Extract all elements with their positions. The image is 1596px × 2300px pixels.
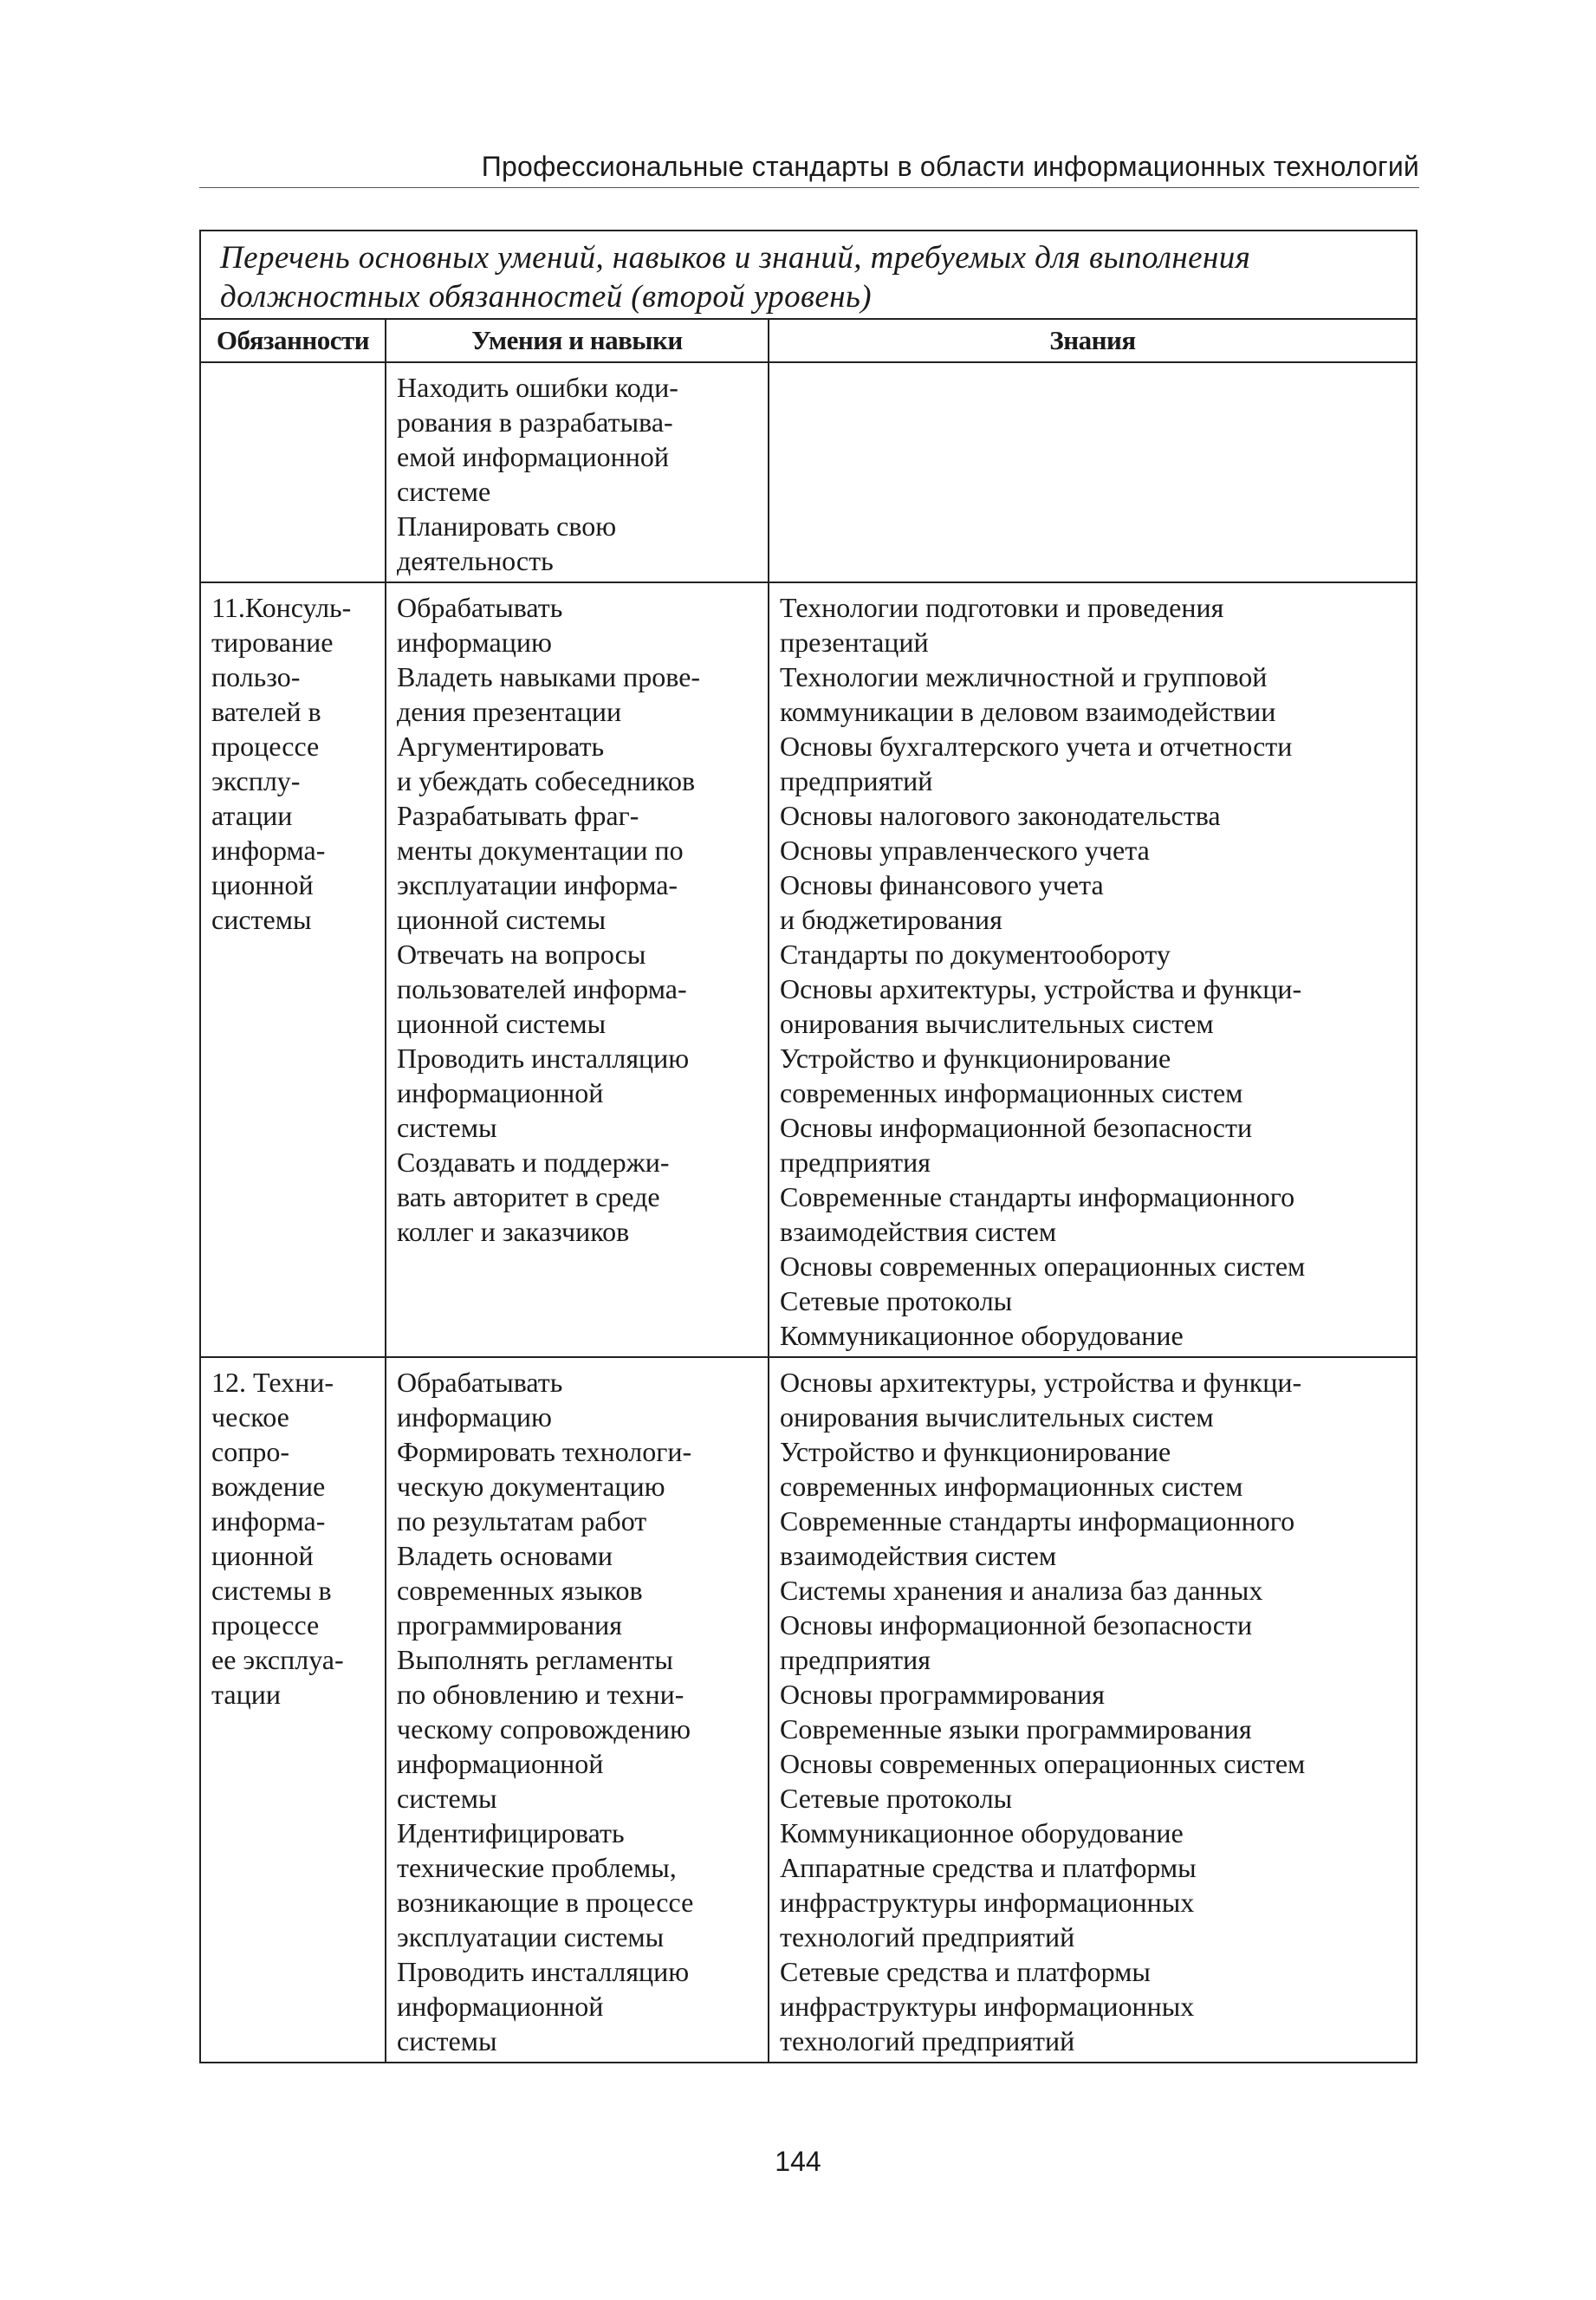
skills-line: рования в разрабатыва-	[397, 406, 673, 438]
skills-line: информационной	[397, 1991, 604, 2022]
skills-line: Владеть основами	[397, 1540, 613, 1571]
knowledge-line: Современные языки программирования	[780, 1713, 1252, 1744]
running-header: Профессиональные стандарты в области информационных технологий	[481, 151, 1419, 182]
duty-line: вождение	[211, 1471, 326, 1502]
caption-line: Перечень основных умений, навыков и знаний, требуемых для выполнения	[220, 240, 1251, 276]
knowledge-cell	[769, 362, 1417, 582]
knowledge-line: взаимодействия систем	[780, 1216, 1057, 1247]
knowledge-line: Сетевые средства и платформы	[780, 1956, 1151, 1987]
table-row	[200, 582, 1417, 1357]
knowledge-line: Основы налогового законодательства	[780, 800, 1221, 831]
skills-line: эксплуатации информа-	[397, 869, 678, 900]
knowledge-line: Современные стандарты информационного	[780, 1181, 1295, 1212]
skills-line: емой информационной	[397, 441, 669, 472]
knowledge-line: Коммуникационное оборудование	[780, 1320, 1184, 1351]
knowledge-line: Основы современных операционных систем	[780, 1251, 1306, 1282]
knowledge-line: Основы финансового учета	[780, 869, 1104, 900]
skills-line: по результатам работ	[397, 1505, 647, 1537]
skills-cell	[386, 1357, 769, 2063]
duty-line: вателей в	[211, 696, 321, 727]
column-header-skills: Умения и навыки	[386, 319, 769, 362]
knowledge-line: Сетевые протоколы	[780, 1783, 1013, 1814]
knowledge-line: Современные стандарты информационного	[780, 1505, 1295, 1537]
knowledge-cell	[769, 1357, 1417, 2063]
skills-cell	[386, 582, 769, 1357]
knowledge-line: Технологии подготовки и проведения	[780, 592, 1224, 623]
duty-line: ционной	[211, 1540, 314, 1571]
duty-line: эксплу-	[211, 765, 301, 796]
knowledge-line: Технологии межличностной и групповой	[780, 661, 1268, 692]
skills-line: Находить ошибки коди-	[397, 372, 678, 403]
page-number: 144	[775, 2146, 821, 2177]
knowledge-line: современных информационных систем	[780, 1471, 1243, 1502]
duty-line: 11.Консуль-	[211, 592, 352, 623]
skills-line: Планировать свою	[397, 510, 617, 542]
skills-line: системы	[397, 2025, 497, 2056]
duty-line: процессе	[211, 731, 320, 762]
table-row	[200, 1357, 1417, 2063]
duty-line: тации	[211, 1679, 281, 1710]
header-rule	[199, 187, 1419, 188]
table-caption-row	[200, 231, 1417, 319]
duty-line: пользо-	[211, 661, 301, 692]
duty-line: информа-	[211, 835, 326, 866]
skills-line: ционной системы	[397, 904, 607, 935]
knowledge-line: онирования вычислительных систем	[780, 1401, 1214, 1433]
duty-line: 12. Техни-	[211, 1367, 334, 1398]
duty-line: системы	[211, 904, 312, 935]
skills-line: Формировать технологи-	[397, 1436, 692, 1467]
knowledge-line: и бюджетирования	[780, 904, 1002, 935]
column-header-duties: Обязанности	[200, 319, 386, 362]
knowledge-line: предприятия	[780, 1147, 931, 1178]
skills-line: Аргументировать	[397, 731, 605, 762]
skills-cell	[386, 362, 769, 582]
knowledge-line: Сетевые протоколы	[780, 1285, 1013, 1316]
knowledge-line: инфраструктуры информационных	[780, 1887, 1195, 1918]
knowledge-line: технологий предприятий	[780, 1921, 1075, 1952]
skills-line: ционной системы	[397, 1008, 607, 1039]
skills-line: Обрабатывать	[397, 592, 563, 623]
duty-line: ее эксплуа-	[211, 1644, 344, 1675]
skills-line: информационной	[397, 1077, 604, 1108]
duty-cell	[200, 582, 386, 1357]
skills-line: современных языков	[397, 1575, 643, 1606]
skills-line: Обрабатывать	[397, 1367, 563, 1398]
skills-line: информацию	[397, 1401, 552, 1433]
knowledge-line: Основы архитектуры, устройства и функци-	[780, 973, 1302, 1004]
knowledge-line: Основы информационной безопасности	[780, 1609, 1253, 1641]
skills-line: системы	[397, 1112, 497, 1143]
skills-line: Проводить инсталляцию	[397, 1043, 690, 1074]
skills-line: Отвечать на вопросы	[397, 939, 646, 970]
skills-line: Владеть навыками прове-	[397, 661, 701, 692]
skills-line: деятельность	[397, 545, 554, 576]
duty-line: информа-	[211, 1505, 326, 1537]
knowledge-line: коммуникации в деловом взаимодействии	[780, 696, 1276, 727]
knowledge-line: взаимодействия систем	[780, 1540, 1057, 1571]
knowledge-line: современных информационных систем	[780, 1077, 1243, 1108]
knowledge-line: технологий предприятий	[780, 2025, 1075, 2056]
skills-line: информацию	[397, 627, 552, 658]
column-header-knowledge: Знания	[769, 319, 1417, 362]
knowledge-line: инфраструктуры информационных	[780, 1991, 1195, 2022]
duty-cell	[200, 1357, 386, 2063]
skills-line: ческую документацию	[397, 1471, 665, 1502]
skills-line: менты документации по	[397, 835, 684, 866]
knowledge-line: Основы архитектуры, устройства и функци-	[780, 1367, 1302, 1398]
duty-line: системы в	[211, 1575, 332, 1606]
skills-line: пользователей информа-	[397, 973, 687, 1004]
duty-line: сопро-	[211, 1436, 289, 1467]
duty-line: ционной	[211, 869, 314, 900]
knowledge-line: Системы хранения и анализа баз данных	[780, 1575, 1263, 1606]
duty-line: ческое	[211, 1401, 289, 1433]
skills-line: информационной	[397, 1748, 604, 1779]
skills-line: дения презентации	[397, 696, 622, 727]
knowledge-line: Стандарты по документообороту	[780, 939, 1171, 970]
knowledge-line: Основы современных операционных систем	[780, 1748, 1306, 1779]
skills-line: Идентифицировать	[397, 1817, 625, 1848]
skills-line: программирования	[397, 1609, 622, 1641]
knowledge-line: предприятия	[780, 1644, 931, 1675]
skills-line: по обновлению и техни-	[397, 1679, 684, 1710]
knowledge-line: Устройство и функционирование	[780, 1436, 1171, 1467]
knowledge-line: Основы программирования	[780, 1679, 1105, 1710]
skills-line: коллег и заказчиков	[397, 1216, 630, 1247]
skills-line: ческому сопровождению	[397, 1713, 691, 1744]
knowledge-line: Основы бухгалтерского учета и отчетности	[780, 731, 1293, 762]
knowledge-line: презентаций	[780, 627, 929, 658]
duty-cell	[200, 362, 386, 582]
column-header-row	[200, 319, 1417, 362]
skills-line: эксплуатации системы	[397, 1921, 665, 1952]
knowledge-line: Основы информационной безопасности	[780, 1112, 1253, 1143]
knowledge-line: Основы управленческого учета	[780, 835, 1150, 866]
skills-line: Создавать и поддержи-	[397, 1147, 670, 1178]
caption-line: должностных обязанностей (второй уровень)	[220, 279, 872, 315]
table-caption	[200, 231, 1417, 319]
skills-line: и убеждать собеседников	[397, 765, 696, 796]
duty-line: тирование	[211, 627, 334, 658]
duty-line: процессе	[211, 1609, 320, 1641]
knowledge-line: Коммуникационное оборудование	[780, 1817, 1184, 1848]
knowledge-line: онирования вычислительных систем	[780, 1008, 1214, 1039]
skills-line: системе	[397, 476, 491, 507]
knowledge-line: предприятий	[780, 765, 933, 796]
skills-line: системы	[397, 1783, 497, 1814]
skills-line: Выполнять регламенты	[397, 1644, 673, 1675]
skills-line: возникающие в процессе	[397, 1887, 694, 1918]
skills-line: вать авторитет в среде	[397, 1181, 660, 1212]
skills-line: Проводить инсталляцию	[397, 1956, 690, 1987]
knowledge-line: Аппаратные средства и платформы	[780, 1852, 1197, 1883]
knowledge-cell	[769, 582, 1417, 1357]
knowledge-line: Устройство и функционирование	[780, 1043, 1171, 1074]
table-row	[200, 362, 1417, 582]
duty-line: атации	[211, 800, 293, 831]
competency-table	[199, 230, 1418, 2063]
skills-line: технические проблемы,	[397, 1852, 677, 1883]
skills-line: Разрабатывать фраг-	[397, 800, 639, 831]
